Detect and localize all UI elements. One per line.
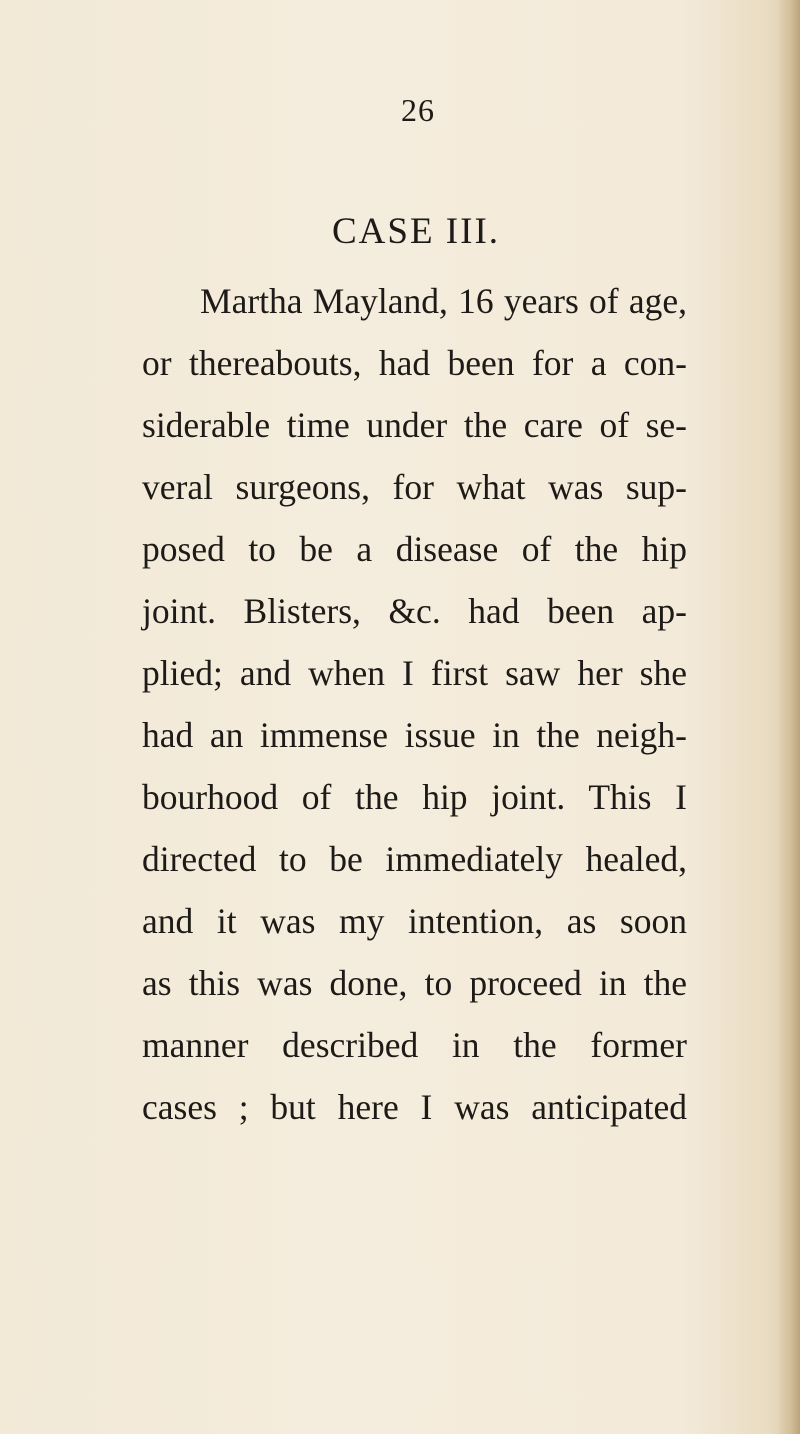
text-line: or thereabouts, had been for a con- bbox=[142, 343, 687, 383]
case-heading: CASE III. bbox=[331, 211, 501, 252]
page-number: 26 bbox=[401, 92, 435, 128]
text-line: manner described in the former bbox=[142, 1025, 687, 1065]
text-line: had an immense issue in the neigh- bbox=[142, 715, 687, 755]
text-line: directed to be immediately healed, bbox=[142, 839, 687, 879]
text-line: cases ; but here I was anticipated bbox=[142, 1087, 687, 1127]
text-line: and it was my intention, as soon bbox=[142, 901, 687, 941]
text-line: Martha Mayland, 16 years of age, bbox=[200, 281, 687, 321]
text-line: as this was done, to proceed in the bbox=[142, 963, 687, 1003]
text-line: siderable time under the care of se- bbox=[142, 405, 687, 445]
text-line: veral surgeons, for what was sup- bbox=[142, 467, 687, 507]
text-line: bourhood of the hip joint. This I bbox=[142, 777, 687, 817]
text-line: plied; and when I first saw her she bbox=[142, 653, 687, 693]
body-text bbox=[142, 270, 687, 1138]
text-line: posed to be a disease of the hip bbox=[142, 529, 687, 569]
text-line: joint. Blisters, &c. had been ap- bbox=[142, 591, 687, 631]
